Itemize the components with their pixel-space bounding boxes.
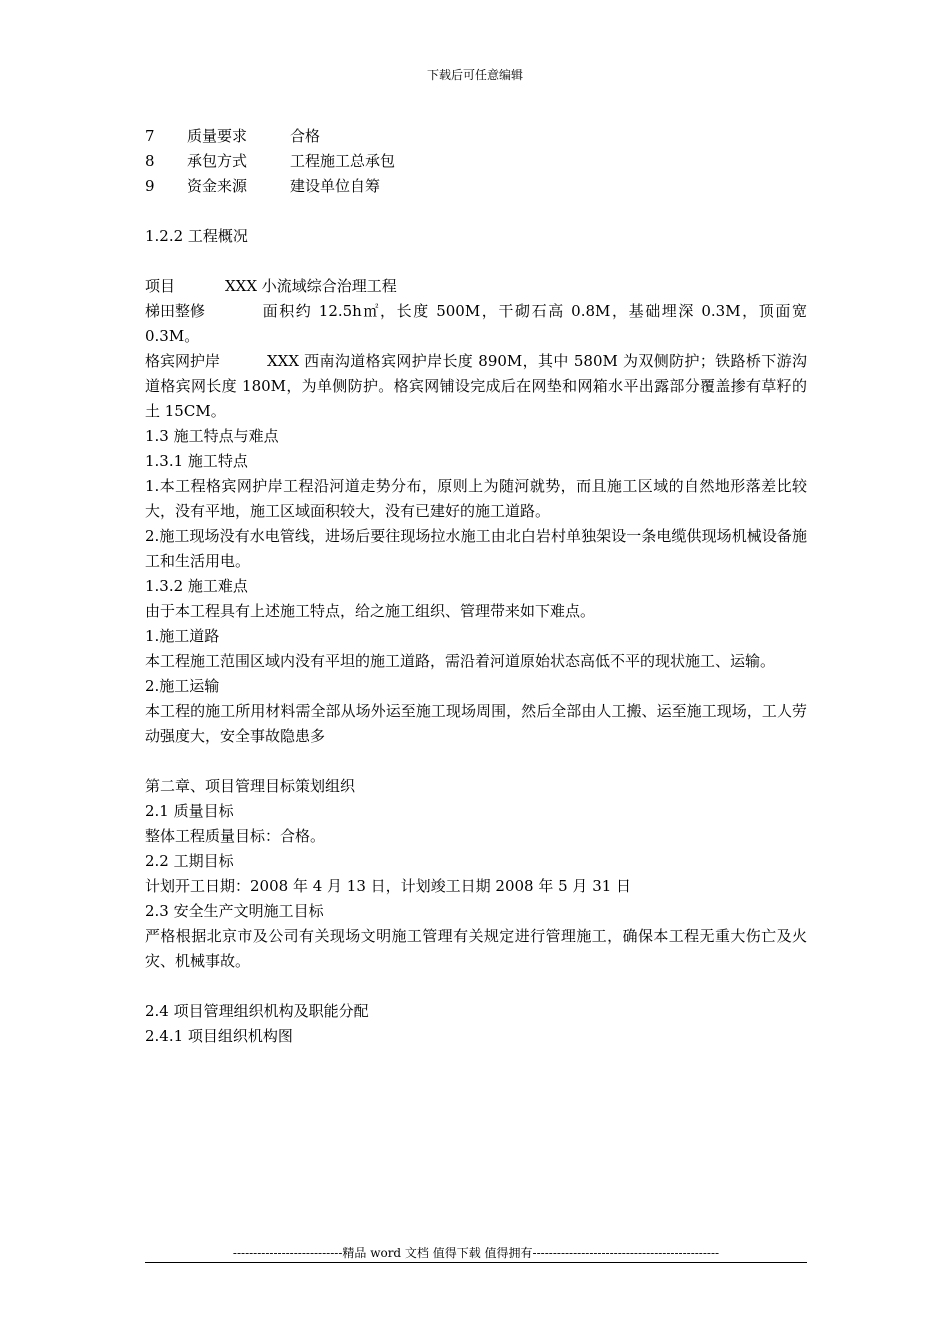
difficulty-intro: 由于本工程具有上述施工特点，给之施工组织、管理带来如下难点。 (145, 602, 596, 620)
terrace-text: 面积约 12.5h㎡，长度 500M，干砌石高 0.8M，基础埋深 0.3M，顶面宽 0.3M。 (145, 302, 807, 345)
heading-2-4-1: 2.4.1 项目组织机构图 (145, 1027, 293, 1045)
safety-goal-text: 严格根据北京市及公司有关现场文明施工管理有关规定进行管理施工，确保本工程无重大伤亡及火灾、机械事故。 (145, 927, 807, 970)
heading-1-3: 1.3 施工特点与难点 (145, 427, 279, 445)
terrace-paragraph (145, 299, 807, 349)
feature-paragraph-2: 2.施工现场没有水电管线，进场后要往现场拉水施工由北白岩村单独架设一条电缆供现场机械设备施工和生活用电。 (145, 527, 807, 570)
row-label: 质量要求 (187, 127, 248, 145)
row-value: 建设单位自筹 (290, 177, 381, 195)
gabion-paragraph (145, 349, 807, 424)
row-number: 7 (145, 127, 155, 145)
heading-2-4: 2.4 项目管理组织机构及职能分配 (145, 1002, 369, 1020)
heading-1-2-2: 1.2.2 工程概况 (145, 227, 248, 245)
terrace-label: 梯田整修 (145, 302, 206, 320)
page-header: 下载后可任意编辑 (426, 68, 523, 82)
row-number: 8 (145, 152, 155, 170)
difficulty-1-title: 1.施工道路 (145, 627, 220, 645)
footer-divider (145, 1262, 807, 1263)
table-row (145, 174, 807, 199)
project-value: XXX 小流域综合治理工程 (225, 277, 397, 295)
quality-goal-text: 整体工程质量目标：合格。 (145, 827, 326, 845)
table-row (145, 149, 807, 174)
project-label: 项目 (145, 277, 176, 295)
row-number: 9 (145, 177, 155, 195)
gabion-text: XXX 西南沟道格宾网护岸长度 890M，其中 580M 为双侧防护；铁路桥下游沟道格宾网长度 180M，为单侧防护。格宾网铺设完成后在网垫和网箱水平出露部分覆盖掺有草籽的土 15CM。 (145, 352, 807, 420)
feature-paragraph-1: 1.本工程格宾网护岸工程沿河道走势分布，原则上为随河就势，而且施工区域的自然地形落差比较大，没有平地，施工区域面积较大，没有已建好的施工道路。 (145, 477, 807, 520)
table-row (145, 124, 807, 149)
gabion-label: 格宾网护岸 (145, 352, 221, 370)
heading-2-2: 2.2 工期目标 (145, 852, 234, 870)
row-label: 承包方式 (187, 152, 248, 170)
difficulty-2-text: 本工程的施工所用材料需全部从场外运至施工现场周围，然后全部由人工搬、运至施工现场，工人劳动强度大，安全事故隐患多 (145, 702, 807, 745)
heading-2-1: 2.1 质量目标 (145, 802, 234, 820)
chapter-2-title: 第二章、项目管理目标策划组织 (145, 777, 356, 795)
heading-2-3: 2.3 安全生产文明施工目标 (145, 902, 324, 920)
page-footer: ---------------------------精品 word 文档 值得下载 值得拥有---------------------------------------------- (232, 1246, 720, 1260)
heading-1-3-2: 1.3.2 施工难点 (145, 577, 248, 595)
row-value: 合格 (290, 127, 321, 145)
document-body (145, 124, 807, 1049)
schedule-goal-text: 计划开工日期：2008 年 4 月 13 日，计划竣工日期 2008 年 5 月 31 日 (145, 877, 632, 895)
project-row (145, 274, 807, 299)
row-label: 资金来源 (187, 177, 248, 195)
heading-1-3-1: 1.3.1 施工特点 (145, 452, 248, 470)
difficulty-1-text: 本工程施工范围区域内没有平坦的施工道路，需沿着河道原始状态高低不平的现状施工、运输。 (145, 652, 776, 670)
difficulty-2-title: 2.施工运输 (145, 677, 220, 695)
row-value: 工程施工总承包 (290, 152, 396, 170)
